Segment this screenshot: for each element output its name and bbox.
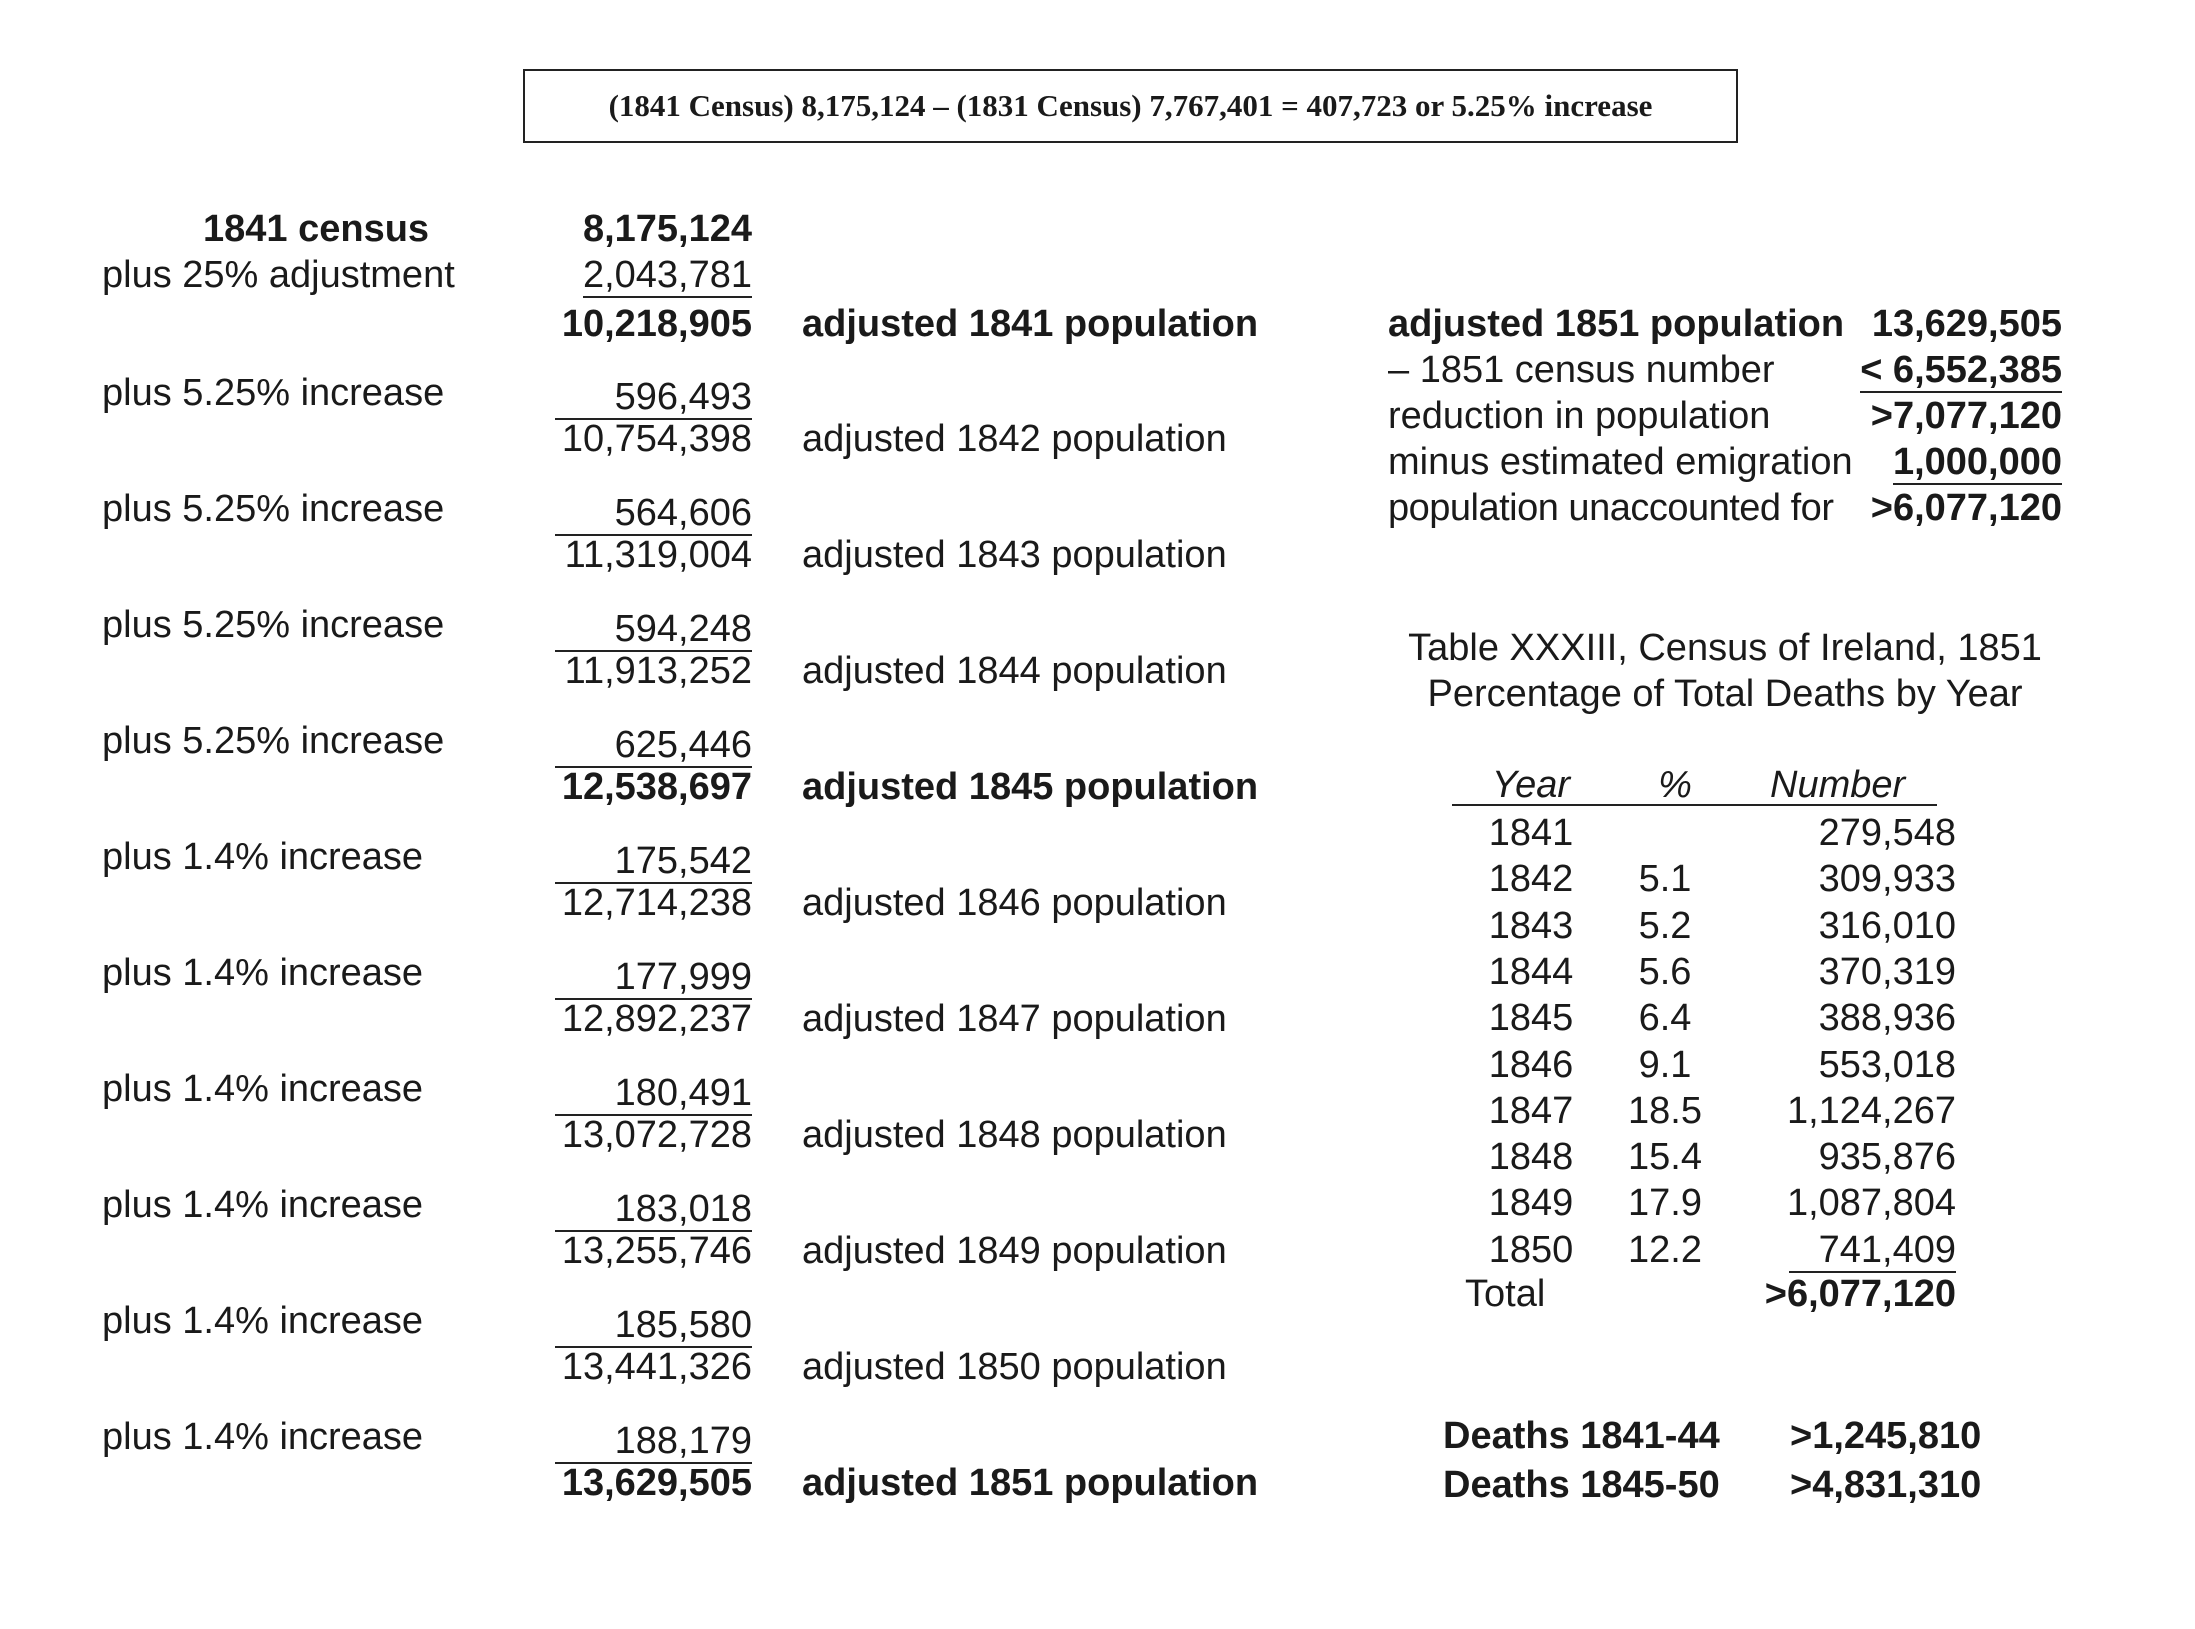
- step-total: 12,538,697: [561, 766, 752, 808]
- deaths-1845-50-value: >4,831,310: [1790, 1464, 1982, 1506]
- step-label: plus 5.25% increase: [102, 604, 445, 646]
- step-label: plus 1.4% increase: [102, 836, 424, 878]
- step-total: 13,072,728: [561, 1114, 752, 1156]
- table-total-value: >6,077,120: [1764, 1273, 1956, 1315]
- row-pct: 5.6: [1638, 950, 1692, 993]
- summary-unaccounted-value: >6,077,120: [1870, 487, 2062, 529]
- row-year: 1846: [1488, 1043, 1574, 1086]
- row-pct: 5.2: [1638, 904, 1692, 947]
- step-description: adjusted 1848 population: [802, 1114, 1227, 1156]
- row-number: 279,548: [1818, 812, 1956, 854]
- step-increase: 594,248: [530, 607, 752, 651]
- step-increase: 180,491: [530, 1071, 752, 1115]
- row-number: 935,876: [1818, 1136, 1956, 1179]
- row-number: 388,936: [1818, 997, 1956, 1040]
- step-increase: 175,542: [530, 839, 752, 883]
- step-description: adjusted 1849 population: [802, 1230, 1227, 1272]
- step-label: plus 1.4% increase: [102, 952, 424, 994]
- summary-adjusted-value: 13,629,505: [1871, 303, 2062, 345]
- step-label: plus 1.4% increase: [102, 1184, 424, 1226]
- step-description: adjusted 1846 population: [802, 882, 1227, 924]
- step-total: 12,714,238: [561, 882, 752, 924]
- step-increase: 188,179: [530, 1419, 752, 1463]
- step-label: plus 5.25% increase: [102, 372, 445, 414]
- row-year: 1850: [1488, 1228, 1574, 1271]
- step-total: 11,913,252: [564, 650, 752, 692]
- row-year: 1844: [1488, 950, 1574, 993]
- table-title: Table XXXIII, Census of Ireland, 1851: [1408, 627, 2042, 669]
- summary-census-label: – 1851 census number: [1388, 349, 1775, 391]
- row-number: 553,018: [1818, 1043, 1956, 1086]
- header-formula-box: (1841 Census) 8,175,124 – (1831 Census) 7,767,401 = 407,723 or 5.25% increase: [523, 69, 1738, 143]
- step-description: adjusted 1843 population: [802, 534, 1227, 576]
- census-1841-value: 8,175,124: [582, 208, 752, 250]
- census-1841-label: 1841 census: [203, 208, 430, 250]
- summary-adjusted-label: adjusted 1851 population: [1388, 303, 1845, 345]
- row-number: 1,124,267: [1786, 1089, 1956, 1132]
- step-total: 13,255,746: [561, 1230, 752, 1272]
- step-description: adjusted 1851 population: [802, 1462, 1259, 1504]
- row-year: 1843: [1488, 904, 1574, 947]
- table-subtitle: Percentage of Total Deaths by Year: [1427, 673, 2023, 715]
- row-number: 316,010: [1818, 904, 1956, 947]
- header-pct: %: [1658, 764, 1692, 806]
- table-total-label: Total: [1465, 1273, 1546, 1315]
- row-year: 1842: [1488, 858, 1574, 901]
- step-increase: 625,446: [530, 723, 752, 767]
- summary-emigration-value: 1,000,000: [1892, 441, 2062, 483]
- adjusted-1841-label: adjusted 1841 population: [802, 303, 1259, 345]
- adjustment-value: 2,043,781: [582, 254, 752, 296]
- row-year: 1847: [1488, 1089, 1574, 1132]
- summary-emigration-label: minus estimated emigration: [1388, 441, 1853, 483]
- deaths-1841-44-value: >1,245,810: [1790, 1415, 1982, 1457]
- row-pct: 17.9: [1628, 1182, 1702, 1225]
- deaths-1841-44-label: Deaths 1841-44: [1443, 1415, 1720, 1457]
- adjustment-label: plus 25% adjustment: [102, 254, 455, 296]
- step-total: 13,629,505: [561, 1462, 752, 1504]
- row-pct: 12.2: [1628, 1228, 1702, 1271]
- row-pct: 6.4: [1638, 997, 1692, 1040]
- summary-reduction-value: >7,077,120: [1870, 395, 2062, 437]
- step-increase: 185,580: [530, 1303, 752, 1347]
- summary-unaccounted-label: population unaccounted for: [1388, 487, 1834, 529]
- step-description: adjusted 1847 population: [802, 998, 1227, 1040]
- row-pct: 15.4: [1628, 1136, 1702, 1179]
- step-increase: 564,606: [530, 491, 752, 535]
- row-number: 309,933: [1818, 858, 1956, 901]
- step-label: plus 1.4% increase: [102, 1300, 424, 1342]
- row-year: 1848: [1488, 1136, 1574, 1179]
- summary-census-value: < 6,552,385: [1860, 349, 2062, 391]
- header-number: Number: [1770, 764, 1906, 806]
- step-total: 12,892,237: [561, 998, 752, 1040]
- header-year: Year: [1491, 764, 1571, 806]
- row-year: 1849: [1488, 1182, 1574, 1225]
- row-pct: 18.5: [1628, 1089, 1702, 1132]
- step-increase: 596,493: [530, 375, 752, 419]
- adjusted-1841-value: 10,218,905: [561, 303, 752, 345]
- step-label: plus 5.25% increase: [102, 488, 445, 530]
- step-description: adjusted 1845 population: [802, 766, 1259, 808]
- row-number: 370,319: [1818, 950, 1956, 993]
- step-total: 11,319,004: [564, 534, 752, 576]
- step-total: 10,754,398: [561, 418, 752, 460]
- step-total: 13,441,326: [561, 1346, 752, 1388]
- step-description: adjusted 1844 population: [802, 650, 1227, 692]
- step-description: adjusted 1850 population: [802, 1346, 1227, 1388]
- row-year: 1841: [1488, 812, 1574, 854]
- summary-reduction-label: reduction in population: [1388, 395, 1771, 437]
- step-increase: 177,999: [530, 955, 752, 999]
- row-pct: 5.1: [1638, 858, 1692, 901]
- step-increase: 183,018: [530, 1187, 752, 1231]
- deaths-1845-50-label: Deaths 1845-50: [1443, 1464, 1720, 1506]
- row-number: 1,087,804: [1786, 1182, 1956, 1225]
- step-description: adjusted 1842 population: [802, 418, 1227, 460]
- step-label: plus 5.25% increase: [102, 720, 445, 762]
- row-pct: 9.1: [1638, 1043, 1692, 1086]
- step-label: plus 1.4% increase: [102, 1068, 424, 1110]
- row-number: 741,409: [1700, 1228, 1956, 1272]
- row-year: 1845: [1488, 997, 1574, 1040]
- step-label: plus 1.4% increase: [102, 1416, 424, 1458]
